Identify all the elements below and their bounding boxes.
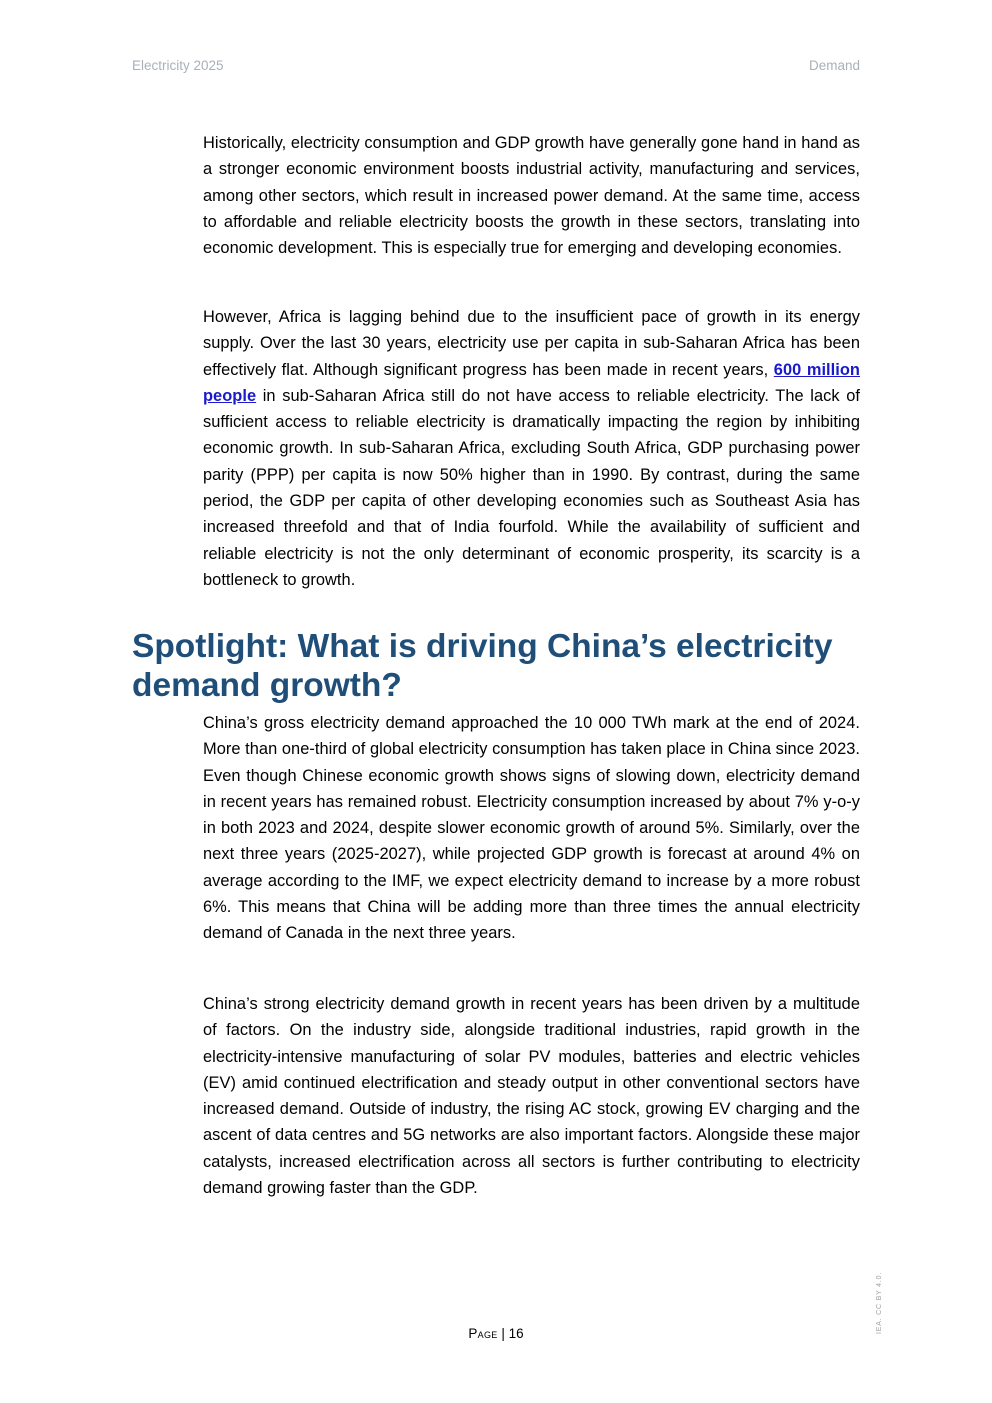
paragraph-gdp-electricity: Historically, electricity consumption and GDP growth have generally gone hand in hand as a stronger economic environment boosts industrial activity, manufacturing and services, among other sectors, which result in increased power demand. At the same time, access to affordable and reliable electricity boosts the growth in these sectors, translating into economic development. This is especially true for emerging and developing economies. <box>203 134 860 258</box>
header-report-title: Electricity 2025 <box>132 58 224 73</box>
paragraph-africa-part2: in sub-Saharan Africa still do not have access to reliable electricity. The lack of sufficient access to reliable electricity is dramatically impacting the region by inhibiting economic growth. In sub-Saharan Africa, excluding South Africa, GDP purchasing power parity (PPP) per capita is now 50% higher than in 1990. By contrast, during the same period, the GDP per capita of other developing economies such as Southeast Asia has increased threefold and that of India fourfold. While the availability of sufficient and reliable electricity is not the only determinant of economic prosperity, its scarcity is a bottleneck to growth. <box>203 386 860 589</box>
header-section-title: Demand <box>808 58 860 73</box>
section-heading: Spotlight: What is driving China’s electricity demand growth? <box>132 628 833 704</box>
paragraph-china-demand: China’s gross electricity demand approached the 10 000 TWh mark at the end of 2024. More than one-third of global electricity consumption has taken place in China since 2023. Even though Chinese economic growth shows signs of slowing down, electricity demand in recent years has remained robust. Electricity consumption increased by about 7% y-o-y in both 2023 and 2024, despite slower economic growth of around 5%. Similarly, over the next three years (2025-2027), while projected GDP growth is forecast at around 4% on average according to the IMF, we expect electricity demand to increase by a more robust 6%. This means that China will be adding more than three times the annual electricity demand of Canada in the next three years. <box>203 714 860 943</box>
page-footer <box>0 1326 992 1341</box>
footer-page-label: Page <box>468 1326 498 1341</box>
running-header <box>132 58 860 76</box>
paragraph-africa <box>203 304 860 593</box>
footer-page-number: 16 <box>508 1326 524 1341</box>
footer-separator: | <box>497 1326 509 1341</box>
link-600-million-people[interactable]: 600 million people <box>203 360 860 405</box>
license-credit: IEA. CC BY 4.0. <box>876 1271 883 1334</box>
paragraph-china-drivers: China’s strong electricity demand growth in recent years has been driven by a multitude of factors. On the industry side, alongside traditional industries, rapid growth in the electricity-intensive manufacturing of solar PV modules, batteries and electric vehicles (EV) amid continued electrification and steady output in other conventional sectors have increased demand. Outside of industry, the rising AC stock, growing EV charging and the ascent of data centres and 5G networks are also important factors. Alongside these major catalysts, increased electrification across all sectors is further contributing to electricity demand growing faster than the GDP. <box>203 995 860 1198</box>
paragraph-africa-part1: However, Africa is lagging behind due to the insufficient pace of growth in its energy supply. Over the last 30 years, electricity use per capita in sub-Saharan Africa has been effectively flat. Although significant progress has been made in recent years, <box>203 308 860 379</box>
